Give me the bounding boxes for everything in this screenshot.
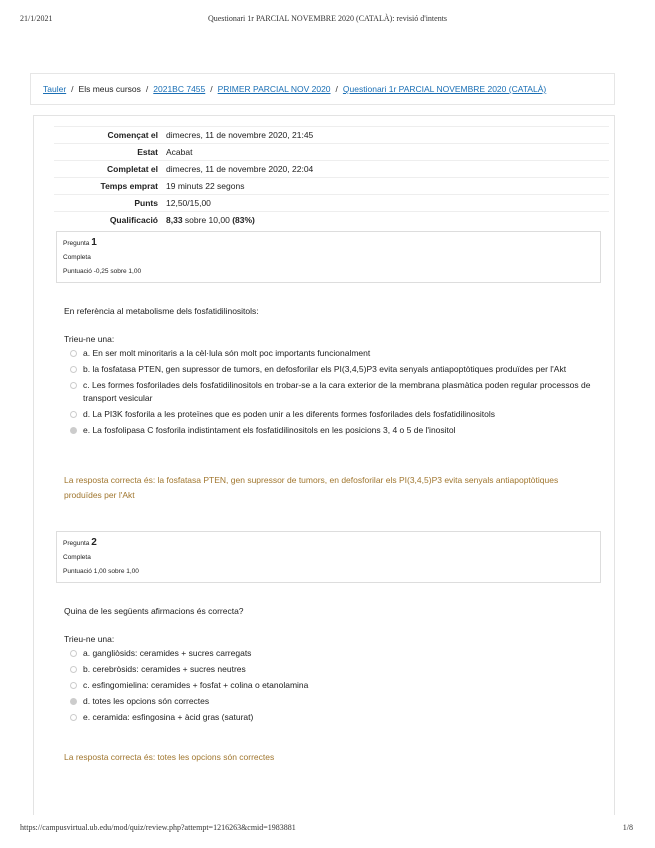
option-label: b. cerebròsids: ceramides + sucres neutres [83,664,246,674]
answer-option[interactable] [70,647,594,660]
option-label: e. ceramida: esfingosina + àcid gras (saturat) [83,712,254,722]
question-state: Completa [63,554,91,561]
question-text: Quina de les següents afirmacions és correcta? [64,606,244,616]
answer-option[interactable] [70,379,594,405]
question-state: Completa [63,254,91,261]
question-2-right-answer: La resposta correcta és: totes les opcions són correctes [64,752,275,762]
option-label: d. La PI3K fosforila a les proteïnes que es poden unir a les diferents formes fosforilades dels fosfatidilinositols [83,409,496,419]
radio-button[interactable] [70,714,77,721]
radio-button[interactable] [70,682,77,689]
question-label: Pregunta [63,240,90,247]
question-score: Puntuació 1,00 sobre 1,00 [63,568,139,575]
attempt-summary [54,126,609,228]
radio-button[interactable] [70,366,77,373]
question-2-info [56,531,601,583]
summary-value: 19 minuts 22 segons [162,178,609,195]
option-label: b. la fosfatasa PTEN, gen supressor de tumors, en defosforilar els PI(3,4,5)P3 evita senyals antiapoptòtiques produïdes per l'Akt [83,364,567,374]
grade-pct: (83%) [232,215,255,225]
question-2-body [64,606,594,727]
print-page: 1/8 [622,823,633,832]
print-url: https://campusvirtual.ub.edu/mod/quiz/review.php?attempt=1216263&cmid=1983881 [20,823,296,832]
summary-label: Completat el [54,161,162,178]
summary-value: dimecres, 11 de novembre 2020, 22:04 [162,161,609,178]
breadcrumb: Tauler / Els meus cursos / 2021BC 7455 / PRIMER PARCIAL NOV 2020 / Questionari 1r PARCIAL NOVEMBRE 2020 (CATALÀ) [30,73,615,105]
question-1-body [64,306,594,440]
breadcrumb-course[interactable]: 2021BC 7455 [153,84,206,94]
grade-value [162,212,609,229]
breadcrumb-quiz[interactable]: Questionari 1r PARCIAL NOVEMBRE 2020 (CATALÀ) [342,84,547,94]
summary-label: Començat el [54,127,162,144]
review-content [33,115,615,815]
radio-button[interactable] [70,350,77,357]
summary-label: Temps emprat [54,178,162,195]
radio-button[interactable] [70,382,77,389]
option-label: a. gangliòsids: ceramides + sucres carregats [83,648,252,658]
summary-label: Estat [54,144,162,161]
answer-option[interactable] [70,695,594,708]
question-number: 1 [91,237,97,248]
print-title: Questionari 1r PARCIAL NOVEMBRE 2020 (CATALÀ): revisió d'intents [207,14,448,23]
question-label: Pregunta [63,540,90,547]
question-1-right-answer: La resposta correcta és: la fosfatasa PTEN, gen supressor de tumors, en defosforilar els PI(3,4,5)P3 evita senyals antiapoptòtiques produïdes per l'Akt [64,475,559,500]
radio-button[interactable] [70,698,77,705]
breadcrumb-tauler[interactable]: Tauler [43,84,67,94]
answer-option[interactable] [70,679,594,692]
answer-option[interactable] [70,711,594,724]
option-label: d. totes les opcions són correctes [83,696,210,706]
breadcrumb-courses: Els meus cursos [78,84,141,94]
summary-value: Acabat [162,144,609,161]
question-text: En referència al metabolisme dels fosfatidilinositols: [64,306,259,316]
answer-option[interactable] [70,363,594,376]
answer-option[interactable] [70,424,594,437]
choose-prompt: Trieu-ne una: [64,334,115,344]
summary-value: 12,50/15,00 [162,195,609,212]
radio-button[interactable] [70,650,77,657]
question-1-info [56,231,601,283]
choose-prompt: Trieu-ne una: [64,634,115,644]
option-label: a. En ser molt minoritaris a la cèl·lula són molt poc importants funcionalment [83,348,371,358]
summary-value: dimecres, 11 de novembre 2020, 21:45 [162,127,609,144]
option-label: e. La fosfolipasa C fosforila indistintament els fosfatidilinositols en les posicions 3, 4 o 5 de l'inositol [83,425,456,435]
answer-option[interactable] [70,663,594,676]
option-label: c. esfingomielina: ceramides + fosfat + colina o etanolamina [83,680,309,690]
option-label: c. Les formes fosforilades dels fosfatidilinositols en trobar-se a la cara exterior de la membrana plasmàtica poden regular processos de transport vesicular [83,380,591,403]
radio-button[interactable] [70,427,77,434]
grade: 8,33 [166,215,183,225]
summary-label: Punts [54,195,162,212]
breadcrumb-section[interactable]: PRIMER PARCIAL NOV 2020 [217,84,331,94]
question-score: Puntuació -0,25 sobre 1,00 [63,268,142,275]
print-date: 21/1/2021 [20,14,53,23]
answer-option[interactable] [70,408,594,421]
grade-max: sobre 10,00 [184,215,230,225]
radio-button[interactable] [70,411,77,418]
radio-button[interactable] [70,666,77,673]
summary-label: Qualificació [54,212,162,229]
answer-option[interactable] [70,347,594,360]
question-number: 2 [91,537,97,548]
